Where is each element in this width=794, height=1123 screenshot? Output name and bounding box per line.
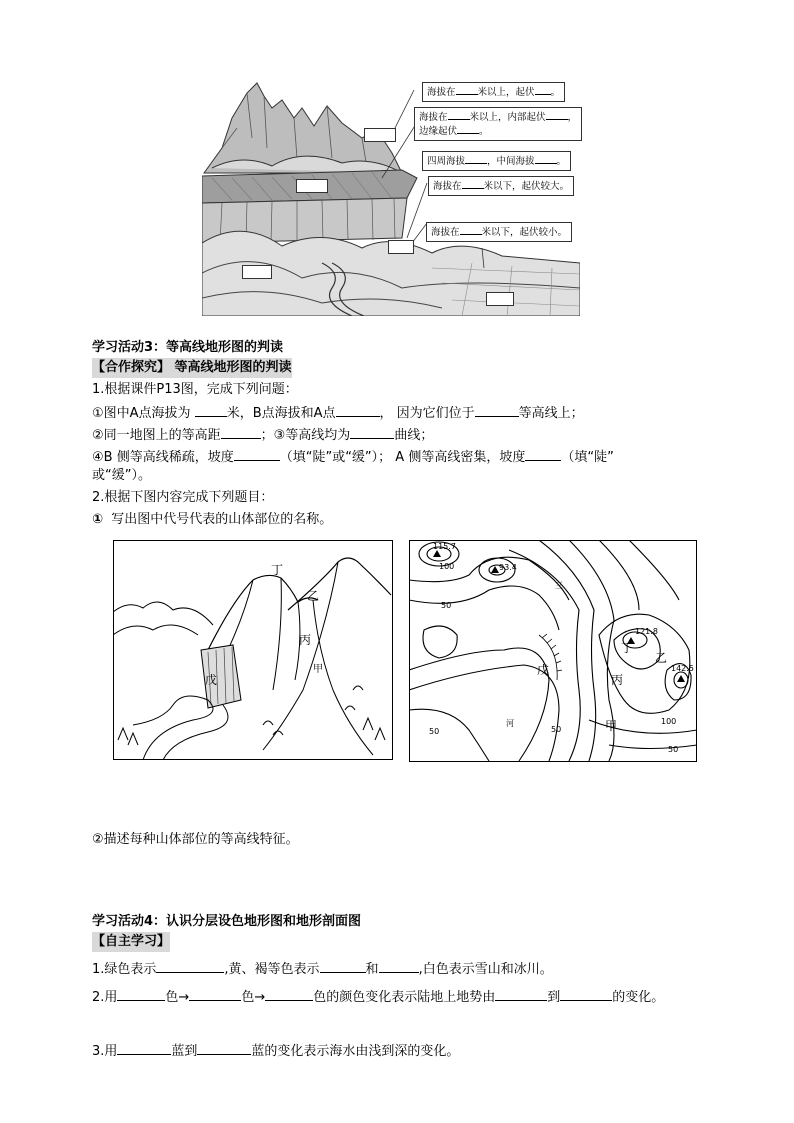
blank[interactable] [535, 154, 557, 164]
activity3-q1-line1 [92, 402, 584, 424]
answer-blank[interactable] [117, 986, 165, 1001]
question-text: 蓝到 [171, 1044, 198, 1059]
activity3-q1-line4: 或“缓”）。 [92, 468, 151, 483]
label-text: 米以下，起伏较小。 [481, 227, 568, 238]
activity3-title: 学习活动3：等高线地形图的判读 [92, 340, 284, 355]
label-basin [422, 151, 571, 171]
item-number: ① [92, 512, 104, 527]
map-mark: 三 [555, 581, 563, 590]
answer-blank[interactable] [265, 986, 313, 1001]
label-text: 边缘起伏 [419, 126, 458, 137]
contour-value: 50 [429, 727, 440, 736]
label-plain [426, 222, 572, 242]
activity4-q3 [92, 1040, 459, 1062]
activity3-q2: 2.根据下图内容完成下列题目： [92, 490, 274, 505]
contour-map [409, 540, 697, 762]
answer-blank[interactable] [560, 986, 612, 1001]
river-label: 河 [506, 719, 514, 728]
contour-value: 50 [668, 745, 679, 754]
question-text: 色→ [241, 990, 266, 1005]
answer-blank[interactable] [234, 446, 280, 461]
label-text: 。 [556, 156, 567, 167]
question-text: 色的颜色变化表示陆地上地势由 [313, 990, 496, 1005]
answer-blank[interactable] [336, 402, 380, 417]
contour-label-wu: 戊 [537, 663, 550, 677]
answer-blank[interactable] [195, 402, 227, 417]
mountain-label-bing: 丙 [299, 633, 312, 647]
question-text: 曲线； [394, 428, 434, 443]
question-text: （填“陡”或“缓”）； A 侧等高线密集，坡度 [279, 450, 526, 465]
activity4-title: 学习活动4：认识分层设色地形图和地形剖面图 [92, 914, 362, 929]
label-text: 米以上，起伏 [477, 87, 535, 98]
contour-label-ding: 丁 [621, 641, 634, 655]
question-text: 1.绿色表示 [92, 962, 157, 977]
question-text: 和 [365, 962, 379, 977]
label-text: 海拔在 [433, 181, 462, 192]
answer-box-mountain[interactable] [364, 128, 396, 142]
question-text: ②同一地图上的等高距 [92, 428, 221, 443]
mountain-label-wu: 戊 [205, 673, 218, 687]
spot-height-93-4: 93.4 [499, 563, 517, 572]
answer-blank[interactable] [221, 424, 261, 439]
contour-value: 50 [551, 725, 562, 734]
label-plateau [414, 107, 582, 141]
contour-label-jia: 甲 [605, 719, 618, 733]
question-text: 的变化。 [612, 990, 665, 1005]
answer-blank[interactable] [495, 986, 547, 1001]
activity4-q1 [92, 958, 553, 980]
label-text: ，中间海拔 [487, 156, 535, 167]
answer-box-hill[interactable] [242, 265, 272, 279]
answer-blank[interactable] [350, 424, 394, 439]
blank[interactable] [546, 110, 568, 120]
answer-blank[interactable] [156, 958, 224, 973]
blank[interactable] [457, 124, 479, 134]
label-text: 四周海拔 [427, 156, 466, 167]
answer-blank[interactable] [525, 446, 561, 461]
question-text: 写出图中代号代表的山体部位的名称。 [111, 512, 333, 527]
mountain-label-yi: 乙 [307, 589, 320, 603]
answer-blank[interactable] [117, 1040, 171, 1055]
blank[interactable] [460, 225, 482, 235]
question-text: 3.用 [92, 1044, 118, 1059]
label-text: 。 [550, 87, 561, 98]
contour-label-bing: 丙 [611, 673, 624, 687]
mountain-label-ding: 丁 [271, 563, 284, 577]
landform-illustration [202, 78, 580, 316]
label-text: 。 [479, 126, 489, 137]
label-text: ， [567, 112, 578, 123]
blank[interactable] [448, 110, 470, 120]
question-text: 等高线上； [518, 406, 584, 421]
blank[interactable] [462, 179, 484, 189]
answer-blank[interactable] [189, 986, 241, 1001]
activity3-q2-item2: ②描述每种山体部位的等高线特征。 [92, 832, 299, 847]
activity3-q1-line2 [92, 424, 433, 446]
blank[interactable] [456, 85, 478, 95]
mountain-sketch-drawing [113, 540, 393, 760]
answer-blank[interactable] [320, 958, 366, 973]
label-text: 海拔在 [431, 227, 460, 238]
mountain-sketch [113, 540, 393, 760]
label-text: 米以下，起伏较大。 [483, 181, 570, 192]
spot-height-142-5: 142.5 [671, 664, 694, 673]
blank[interactable] [535, 85, 551, 95]
activity4-subtitle: 【自主学习】 [92, 932, 170, 952]
answer-box-plain[interactable] [486, 292, 514, 306]
question-text: ,白色表示雪山和冰川。 [418, 962, 553, 977]
blank[interactable] [465, 154, 487, 164]
contour-label-yi: 乙 [655, 651, 668, 665]
activity4-q2 [92, 986, 664, 1008]
label-hill [428, 176, 574, 196]
answer-box-basin[interactable] [388, 240, 414, 254]
question-text: ①图中A点海拔为 [92, 406, 191, 421]
mountain-label-jia: 甲 [313, 664, 323, 675]
question-text: 蓝的变化表示海水由浅到深的变化。 [251, 1044, 460, 1059]
spot-height-121-8: 121.8 [635, 627, 658, 636]
answer-box-plateau[interactable] [296, 179, 328, 193]
activity3-subtitle: 【合作探究】 等高线地形图的判读 [92, 358, 292, 378]
question-text: 到 [547, 990, 561, 1005]
contour-value: 50 [441, 601, 452, 610]
question-text: ；③等高线均为 [260, 428, 351, 443]
question-text: ， 因为它们位于 [379, 406, 475, 421]
question-text: ,黄、褐等色表示 [224, 962, 320, 977]
answer-blank[interactable] [197, 1040, 251, 1055]
answer-blank[interactable] [475, 402, 519, 417]
label-text: 米以上，内部起伏 [469, 112, 546, 123]
label-text: 海拔在 [419, 112, 448, 123]
contour-value: 100 [661, 717, 677, 726]
question-text: （填“陡” [561, 450, 614, 465]
activity3-q1: 1.根据课件P13图，完成下列问题： [92, 382, 298, 397]
activity3-q1-line3 [92, 446, 614, 468]
activity3-q2-item1 [92, 510, 332, 530]
question-text: 色→ [165, 990, 190, 1005]
answer-blank[interactable] [379, 958, 419, 973]
question-text: 米，B点海拔和A点 [226, 406, 336, 421]
question-text: 2.用 [92, 990, 118, 1005]
label-mountain [422, 82, 565, 102]
contour-value: 100 [439, 562, 455, 571]
spot-height-115-7: 115.7 [433, 542, 456, 551]
label-text: 海拔在 [427, 87, 456, 98]
question-text: ④B 侧等高线稀疏，坡度 [92, 450, 234, 465]
